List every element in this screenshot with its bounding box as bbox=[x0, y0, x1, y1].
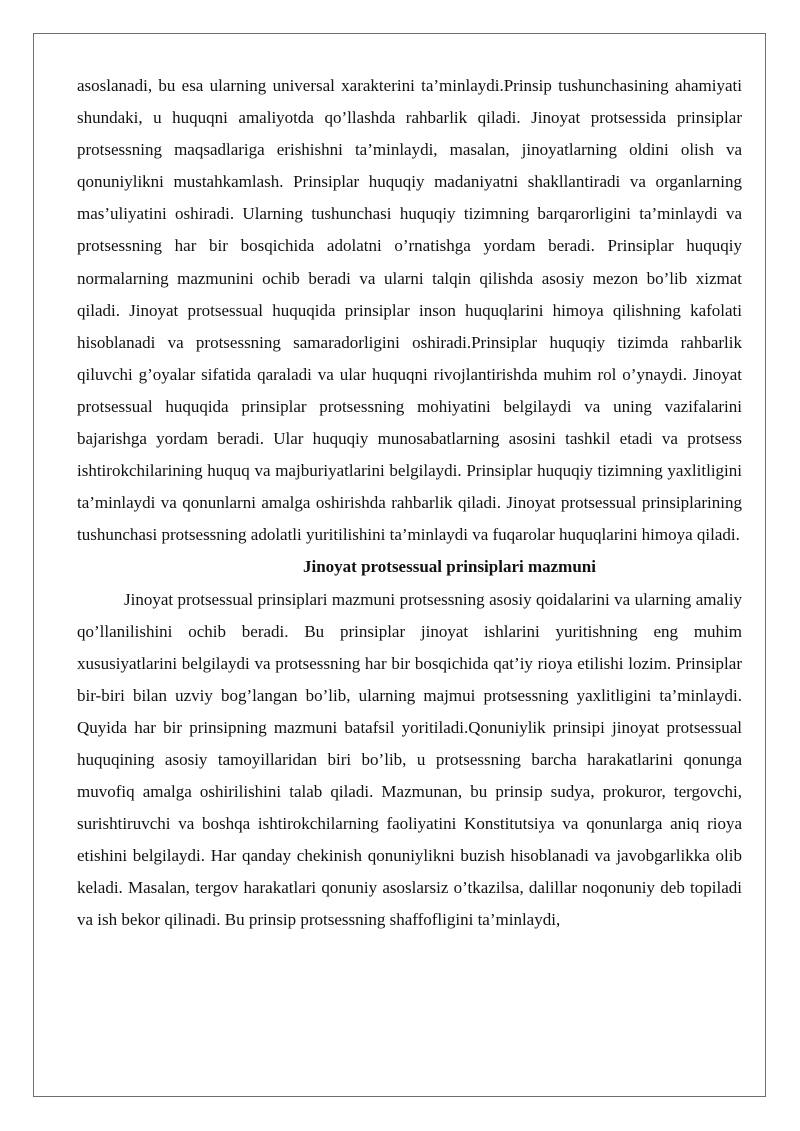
document-body bbox=[77, 70, 742, 937]
paragraph-content: Jinoyat protsessual prinsiplari mazmuni protsessning asosiy qoidalarini va ularning amaliy qo’llanilishini ochib beradi. Bu prinsiplar jinoyat ishlarini yuritishning eng muhim xususiyatlarini belgilaydi va protsessning har bir bosqichida qat’iy rioya etilishi lozim. Prinsiplar bir-biri bilan uzviy bog’langan bo’lib, ularning majmui protsessning yaxlitligini ta’minlaydi. Quyida har bir prinsipning mazmuni batafsil yoritiladi.Qonuniylik prinsipi jinoyat protsessual huquqining asosiy tamoyillaridan biri bo’lib, u protsessning barcha harakatlarini qonunga muvofiq amalga oshirilishini talab qiladi. Mazmunan, bu prinsip sudya, prokuror, tergovchi, surishtiruvchi va boshqa ishtirokchilarning faoliyatini Konstitutsiya va qonunlarga aniq rioya etishini belgilaydi. Har qanday chekinish qonuniylikni buzish hisoblanadi va javobgarlikka olib keladi. Masalan, tergov harakatlari qonuniy asoslarsiz o’tkazilsa, dalillar noqonuniy deb topiladi va ish bekor qilinadi. Bu prinsip protsessning shaffofligini ta’minlaydi, bbox=[77, 589, 742, 930]
paragraph-intro: asoslanadi, bu esa ularning universal xarakterini ta’minlaydi.Prinsip tushunchasining ahamiyati shundaki, u huquqni amaliyotda qo’llashda rahbarlik qiladi. Jinoyat protsessida prinsiplar protsessning maqsadlariga erishishni ta’minlaydi, masalan, jinoyatlarning oldini olish va qonuniylikni mustahkamlash. Prinsiplar huquqiy madaniyatni shakllantiradi va organlarning mas’uliyatini oshiradi. Ularning tushunchasi huquqiy tizimning barqarorligini ta’minlaydi va protsessning har bir bosqichida adolatni o’rnatishga yordam beradi. Prinsiplar huquqiy normalarning mazmunini ochib beradi va ularni talqin qilishda asosiy mezon bo’lib xizmat qiladi. Jinoyat protsessual huquqida prinsiplar inson huquqlarini himoya qilishning kafolati hisoblanadi va protsessning samaradorligini oshiradi.Prinsiplar huquqiy tizimda rahbarlik qiluvchi g’oyalar sifatida qaraladi va ular huquqni rivojlantirishda muhim rol o’ynaydi. Jinoyat protsessual huquqida prinsiplar protsessning mohiyatini belgilaydi va uning vazifalarini bajarishga yordam beradi. Ular huquqiy munosabatlarning asosini tashkil etadi va protsess ishtirokchilarining huquq va majburiyatlarini belgilaydi. Prinsiplar huquqiy tizimning yaxlitligini ta’minlaydi va qonunlarni amalga oshirishda rahbarlik qiladi. Jinoyat protsessual prinsiplarining tushunchasi protsessning adolatli yuritilishini ta’minlaydi va fuqarolar huquqlarini himoya qiladi. bbox=[77, 76, 742, 545]
section-heading: Jinoyat protsessual prinsiplari mazmuni bbox=[303, 557, 596, 577]
